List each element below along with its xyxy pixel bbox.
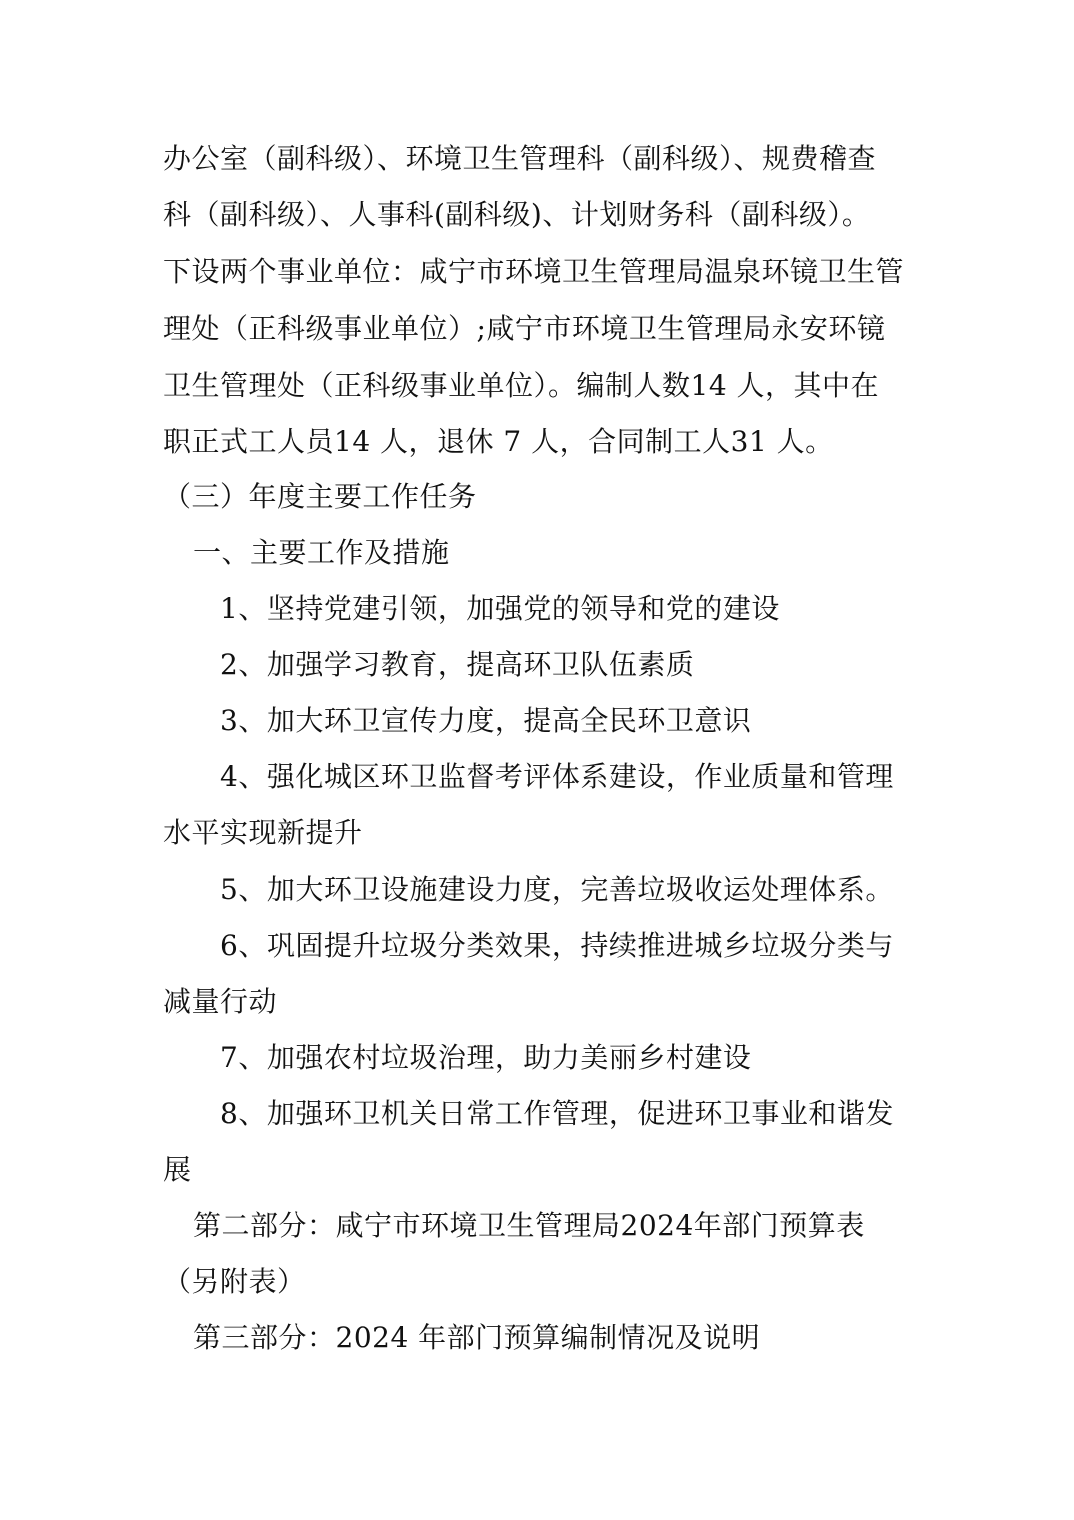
list-item: 4、强化城区环卫监督考评体系建设，作业质量和管理 [220, 760, 894, 793]
list-item-continuation: 展 [163, 1153, 192, 1186]
paragraph-line: 理处（正科级事业单位）;咸宁市环境卫生管理局永安环镜 [163, 312, 886, 345]
paragraph-line: 科（副科级）、人事科(副科级)、计划财务科（副科级）。 [163, 198, 871, 231]
list-item-continuation: 水平实现新提升 [163, 816, 363, 849]
section-heading: （三）年度主要工作任务 [163, 480, 477, 513]
part-two-note: （另附表） [163, 1265, 306, 1298]
list-item: 3、加大环卫宣传力度，提高全民环卫意识 [220, 704, 752, 737]
paragraph-line: 办公室（副科级）、环境卫生管理科（副科级）、规费稽查 [163, 142, 877, 175]
list-item: 1、坚持党建引领，加强党的领导和党的建设 [220, 592, 780, 625]
paragraph-line: 下设两个事业单位：咸宁市环境卫生管理局温泉环镜卫生管 [163, 255, 905, 288]
paragraph-line: 卫生管理处（正科级事业单位）。编制人数14 人，其中在 [163, 369, 880, 402]
part-three-heading: 第三部分：2024 年部门预算编制情况及说明 [193, 1321, 761, 1354]
list-item-continuation: 减量行动 [163, 985, 278, 1018]
subsection-heading: 一、主要工作及措施 [193, 536, 450, 569]
list-item: 2、加强学习教育，提高环卫队伍素质 [220, 648, 695, 681]
list-item: 7、加强农村垃圾治理，助力美丽乡村建设 [220, 1041, 752, 1074]
list-item: 8、加强环卫机关日常工作管理，促进环卫事业和谐发 [220, 1097, 894, 1130]
list-item: 6、巩固提升垃圾分类效果，持续推进城乡垃圾分类与 [220, 929, 894, 962]
part-two-heading: 第二部分：咸宁市环境卫生管理局2024年部门预算表 [193, 1209, 865, 1242]
paragraph-line: 职正式工人员14 人，退休 7 人，合同制工人31 人。 [163, 425, 834, 458]
list-item: 5、加大环卫设施建设力度，完善垃圾收运处理体系。 [220, 873, 894, 906]
